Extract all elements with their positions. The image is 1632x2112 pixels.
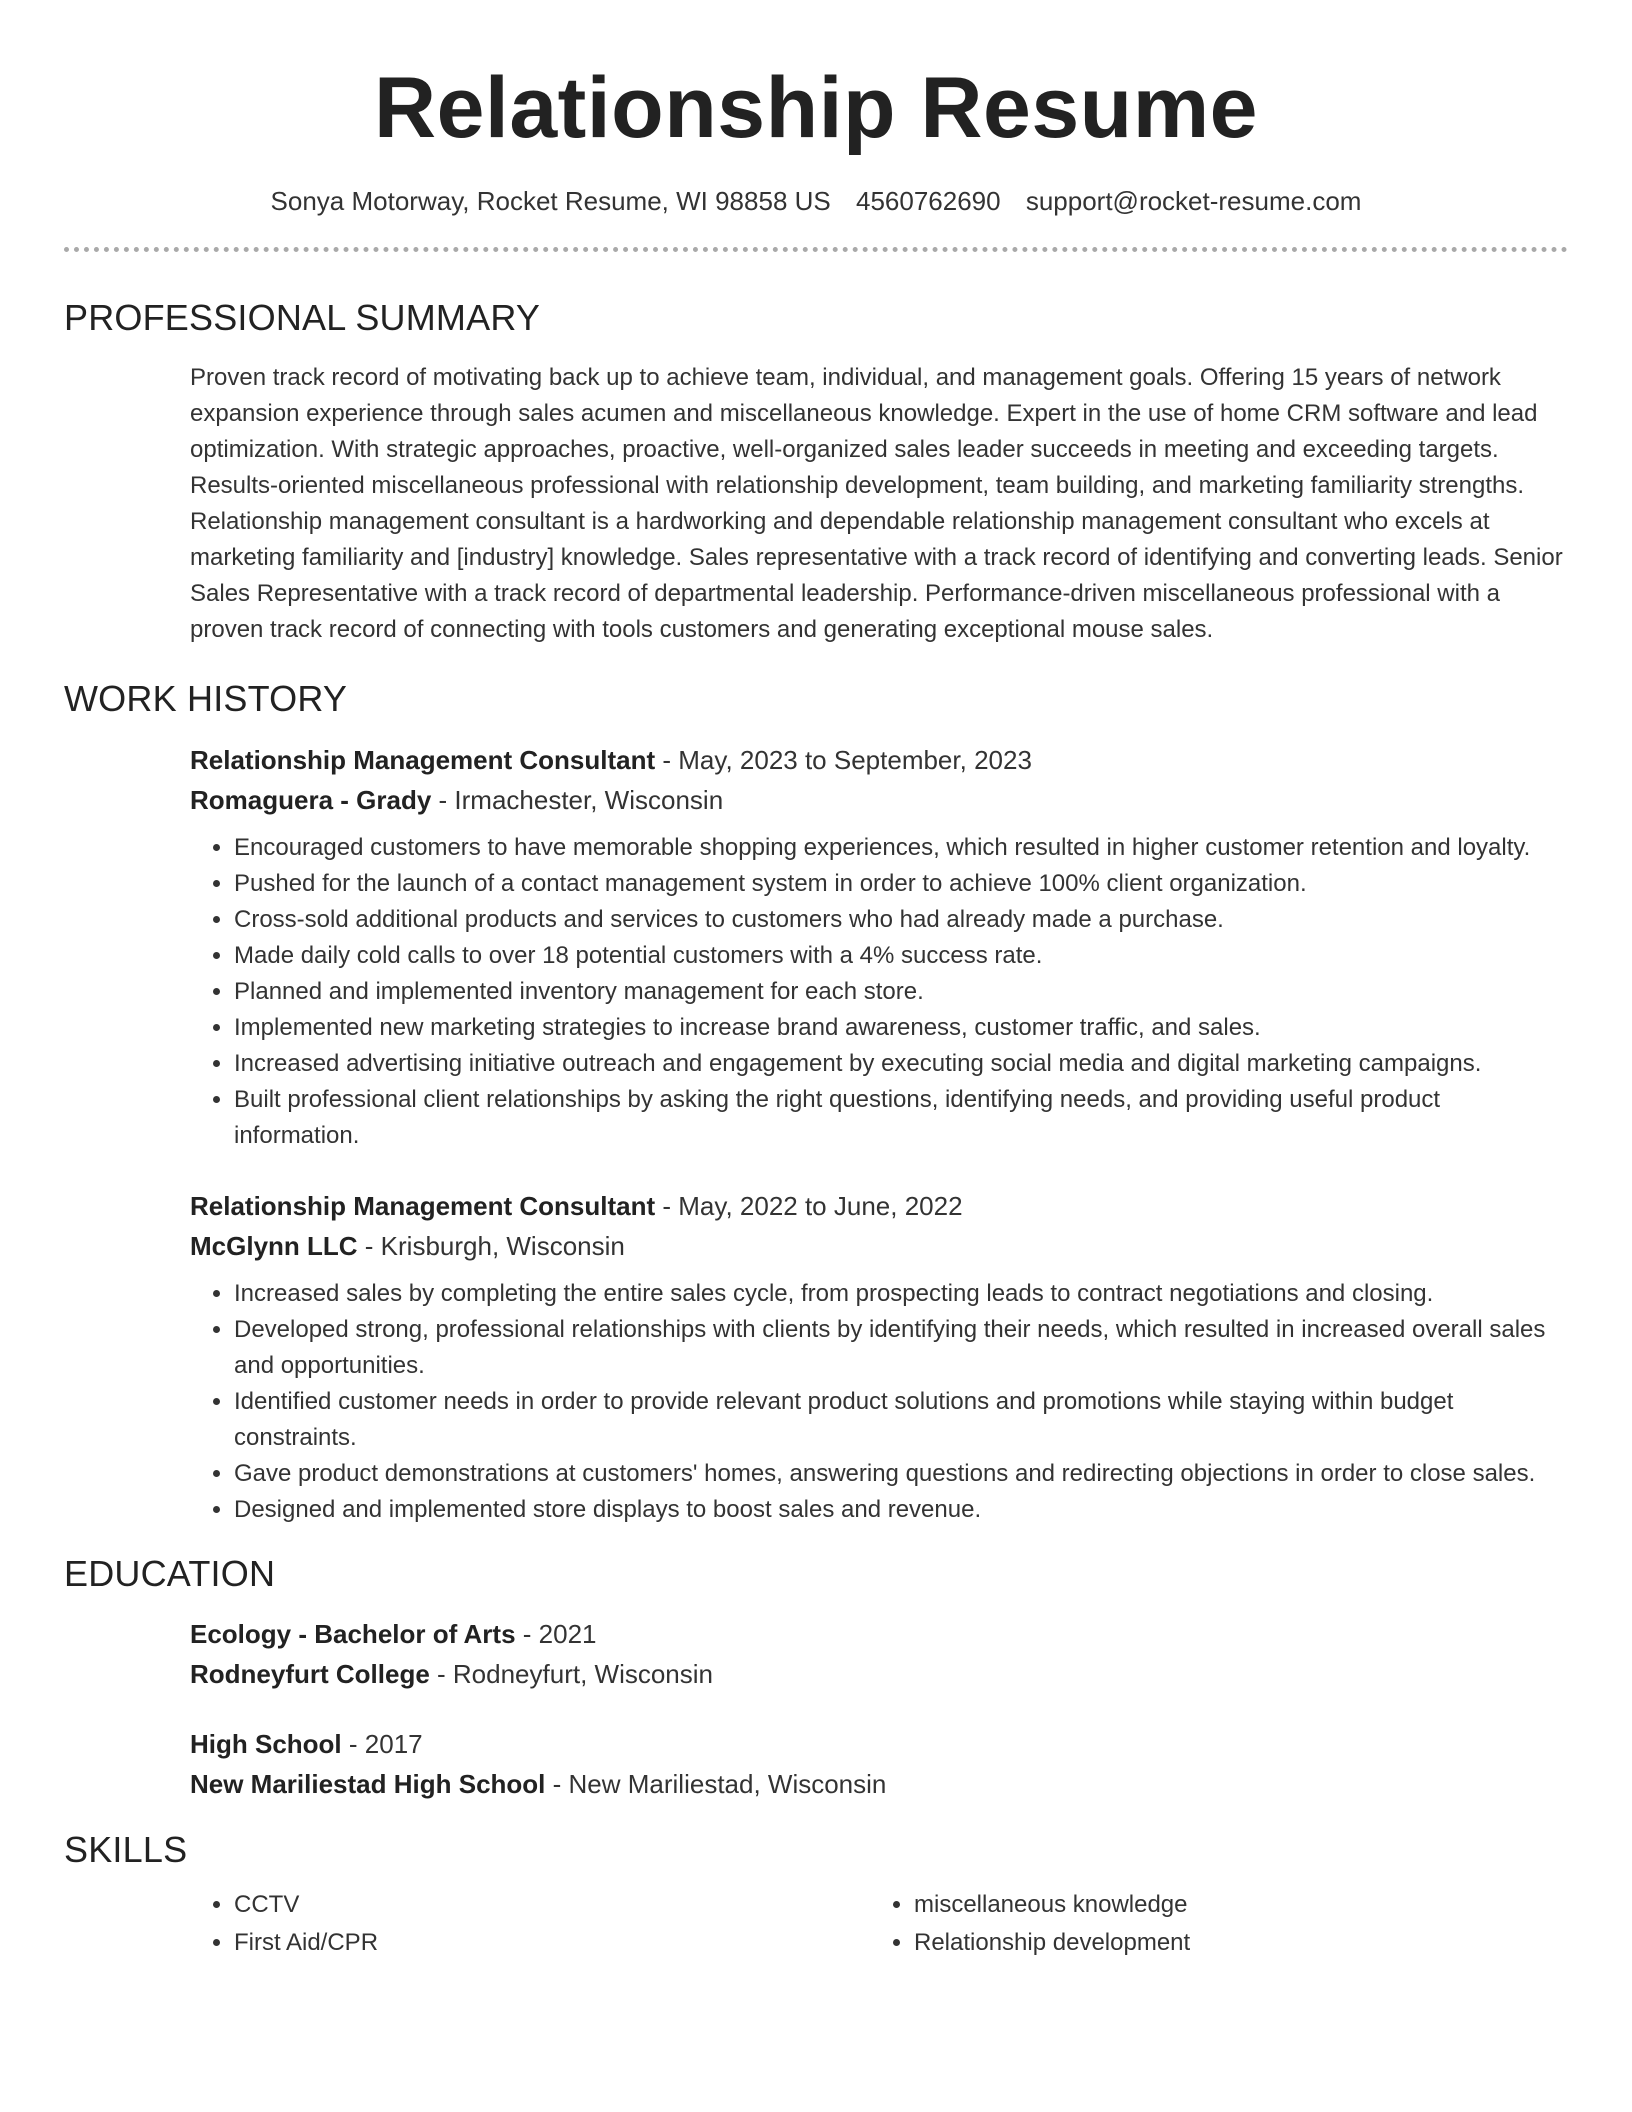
education-degree: High School [190,1729,342,1759]
skills-column-left [190,1886,870,1962]
job-entry [190,1186,1568,1528]
skill-item: • First Aid/CPR [234,1924,870,1962]
education-degree-line [190,1724,1568,1764]
education-entry [190,1724,1568,1804]
education-degree: Ecology - Bachelor of Arts [190,1619,516,1649]
education-year: - 2021 [515,1619,597,1649]
job-title: Relationship Management Consultant [190,745,656,775]
education-section [64,1552,1568,1804]
job-location: - Irmachester, Wisconsin [431,785,724,815]
skills-column-right [870,1886,1550,1962]
job-bullets [190,830,1568,1154]
job-company-line [190,780,1568,820]
job-bullet: • Pushed for the launch of a contact management system in order to achieve 100% client organization. [234,866,1568,902]
skills-heading: SKILLS [64,1829,188,1870]
resume-title: Relationship Resume [373,60,1259,156]
job-bullet: • Implemented new marketing strategies to increase brand awareness, customer traffic, and sales. [234,1010,1568,1046]
summary-heading: PROFESSIONAL SUMMARY [64,297,541,338]
resume-header [0,0,1632,218]
job-title: Relationship Management Consultant [190,1191,656,1221]
job-company-line [190,1226,1568,1266]
job-title-line [190,1186,1568,1226]
education-year: - 2017 [341,1729,423,1759]
education-location: - New Mariliestad, Wisconsin [545,1769,887,1799]
education-heading: EDUCATION [64,1553,276,1594]
job-bullet: • Made daily cold calls to over 18 potential customers with a 4% success rate. [234,938,1568,974]
contact-line [0,184,1632,218]
education-degree-line [190,1614,1568,1654]
contact-phone: 4560762690 [855,186,1001,216]
skill-item: • Relationship development [914,1924,1550,1962]
job-bullet: • Gave product demonstrations at customers' homes, answering questions and redirecting objections in order to close sales. [234,1456,1568,1492]
skills-section [64,1828,1568,1962]
job-bullets [190,1276,1568,1528]
job-dates: - May, 2022 to June, 2022 [655,1191,963,1221]
job-bullet: • Designed and implemented store displays to boost sales and revenue. [234,1492,1568,1528]
job-bullet: • Identified customer needs in order to provide relevant product solutions and promotions while staying within budget constraints. [234,1384,1568,1456]
job-entry [190,740,1568,1154]
header-divider [64,247,1568,252]
job-bullet: • Built professional client relationships by asking the right questions, identifying needs, and providing useful product information. [234,1082,1568,1154]
job-bullet: • Cross-sold additional products and services to customers who had already made a purchase. [234,902,1568,938]
job-company: McGlynn LLC [190,1231,358,1261]
skill-item: • CCTV [234,1886,870,1924]
work-history-section [64,677,1568,1528]
job-dates: - May, 2023 to September, 2023 [655,745,1032,775]
skill-item: • miscellaneous knowledge [914,1886,1550,1924]
job-bullet: • Planned and implemented inventory management for each store. [234,974,1568,1010]
education-location: - Rodneyfurt, Wisconsin [429,1659,714,1689]
contact-email: support@rocket-resume.com [1025,186,1362,216]
job-bullet: • Developed strong, professional relationships with clients by identifying their needs, which resulted in increased overall sales and opportunities. [234,1312,1568,1384]
job-location: - Krisburgh, Wisconsin [357,1231,625,1261]
job-bullet: • Increased advertising initiative outreach and engagement by executing social media and digital marketing campaigns. [234,1046,1568,1082]
summary-section [64,296,1568,648]
education-school-line [190,1764,1568,1804]
education-school: New Mariliestad High School [190,1769,546,1799]
skills-list [190,1886,1568,1962]
job-bullet: • Increased sales by completing the entire sales cycle, from prospecting leads to contract negotiations and closing. [234,1276,1568,1312]
contact-address: Sonya Motorway, Rocket Resume, WI 98858 US [270,186,831,216]
job-bullet: • Encouraged customers to have memorable shopping experiences, which resulted in higher customer retention and loyalty. [234,830,1568,866]
education-entry [190,1614,1568,1694]
education-school-line [190,1654,1568,1694]
education-school: Rodneyfurt College [190,1659,430,1689]
work-history-heading: WORK HISTORY [64,678,348,719]
job-title-line [190,740,1568,780]
summary-text: Proven track record of motivating back up to achieve team, individual, and management goals. Offering 15 years of network expansion experience through sales acumen and miscellaneous knowledge. Expert in the use of home CRM software and lead optimization. With strategic approaches, proactive, well-organized sales leader succeeds in meeting and exceeding targets. Results-oriented miscellaneous professional with relationship development, team building, and marketing familiarity strengths. Relationship management consultant is a hardworking and dependable relationship management consultant who excels at marketing familiarity and [industry] knowledge. Sales representative with a track record of identifying and converting leads. Senior Sales Representative with a track record of departmental leadership. Performance-driven miscellaneous professional with a proven track record of connecting with tools customers and generating exceptional mouse sales. [190,364,1563,643]
job-company: Romaguera - Grady [190,785,432,815]
